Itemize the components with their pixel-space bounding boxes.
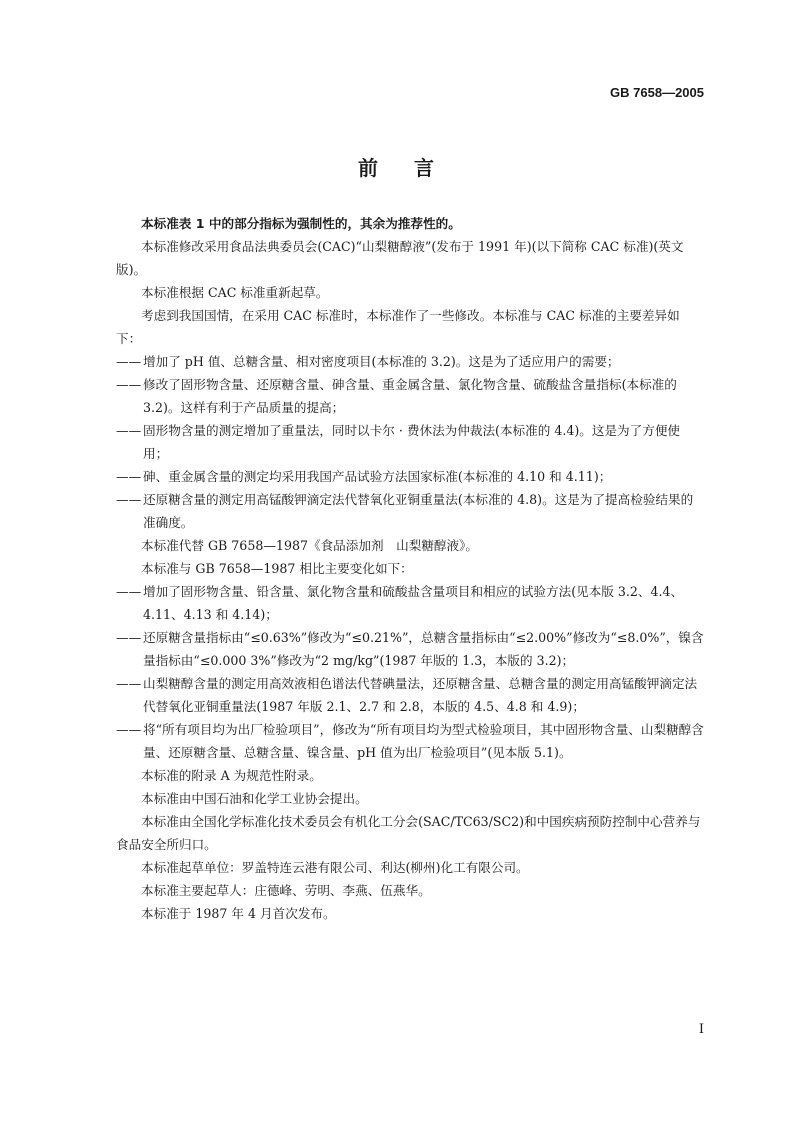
- dash-mark: ——: [116, 676, 142, 691]
- list-item: [116, 580, 704, 626]
- dash-mark: ——: [116, 469, 142, 484]
- foreword-body: [116, 212, 704, 925]
- standard-number: GB 7658—2005: [610, 85, 704, 100]
- list-item-text: 山梨糖醇含量的测定用高效液相色谱法代替碘量法，还原糖含量、总糖含量的测定用高锰酸钾滴定法代替氧化亚铜重量法(1987 年版 2.1、2.7 和 2.8，本版的 4.5、4.8 和 4.9)；: [143, 676, 698, 714]
- list-item-text: 增加了固形物含量、铅含量、氯化物含量和硫酸盐含量项目和相应的试验方法(见本版 3.2、4.4、4.11、4.13 和 4.14)；: [143, 584, 684, 622]
- dash-mark: ——: [116, 377, 142, 392]
- list-item-text: 砷、重金属含量的测定均采用我国产品试验方法国家标准(本标准的 4.10 和 4.11)；: [143, 469, 612, 484]
- changes-intro: 本标准与 GB 7658—1987 相比主要变化如下：: [141, 561, 413, 576]
- dash-mark: ——: [116, 354, 142, 369]
- list-item: [116, 488, 704, 534]
- page-number: I: [698, 1022, 704, 1037]
- first-publication: 本标准于 1987 年 4 月首次发布。: [141, 906, 336, 921]
- list-item-text: 固形物含量的测定增加了重量法，同时以卡尔 · 费休法为仲裁法(本标准的 4.4)。这是为了方便使用；: [143, 423, 681, 461]
- dash-mark: ——: [116, 630, 142, 645]
- list-item: [116, 465, 704, 488]
- redraft-statement: 本标准根据 CAC 标准重新起草。: [141, 285, 329, 300]
- differences-list: [116, 350, 704, 534]
- list-item: [116, 373, 704, 419]
- list-item-text: 将“所有项目均为出厂检验项目”，修改为“所有项目均为型式检验项目，其中固形物含量、山梨糖醇含量、还原糖含量、总糖含量、镍含量、pH 值为出厂检验项目”(见本版 5.1)。: [143, 722, 704, 760]
- list-item: [116, 419, 704, 465]
- mandatory-statement: 本标准表 1 中的部分指标为强制性的，其余为推荐性的。: [141, 216, 461, 231]
- proposer-statement: 本标准由中国石油和化学工业协会提出。: [141, 791, 368, 806]
- dash-mark: ——: [116, 584, 142, 599]
- title-char-1: 前: [358, 156, 380, 180]
- list-item: [116, 350, 704, 373]
- differences-intro: 考虑到我国国情，在采用 CAC 标准时，本标准作了一些修改。本标准与 CAC 标准的主要差异如下：: [116, 308, 680, 346]
- list-item-text: 还原糖含量的测定用高锰酸钾滴定法代替氧化亚铜重量法(本标准的 4.8)。这是为了提高检验结果的准确度。: [143, 492, 694, 530]
- page-title: [0, 152, 794, 181]
- list-item-text: 修改了固形物含量、还原糖含量、砷含量、重金属含量、氯化物含量、硫酸盐含量指标(本标准的 3.2)。这样有利于产品质量的提高；: [143, 377, 677, 415]
- dash-mark: ——: [116, 492, 142, 507]
- changes-list: [116, 580, 704, 764]
- list-item: [116, 672, 704, 718]
- dash-mark: ——: [116, 722, 142, 737]
- committee-statement: 本标准由全国化学标准化技术委员会有机化工分会(SAC/TC63/SC2)和中国疾病预防控制中心营养与食品安全所归口。: [116, 814, 701, 852]
- dash-mark: ——: [116, 423, 142, 438]
- title-char-2: 言: [414, 156, 436, 180]
- annex-statement: 本标准的附录 A 为规范性附录。: [141, 768, 322, 783]
- list-item: [116, 718, 704, 764]
- list-item-text: 还原糖含量指标由“≤0.63%”修改为“≤0.21%”，总糖含量指标由“≤2.00%”修改为“≤8.0%”，镍含量指标由“≤0.000 3%”修改为“2 mg/kg”(1987 年版的 1.3，本版的 3.2)；: [143, 630, 704, 668]
- drafters: 本标准主要起草人：庄德峰、劳明、李燕、伍燕华。: [141, 883, 431, 898]
- adoption-statement: 本标准修改采用食品法典委员会(CAC)“山梨糖醇液”(发布于 1991 年)(以下简称 CAC 标准)(英文版)。: [116, 239, 684, 277]
- list-item-text: 增加了 pH 值、总糖含量、相对密度项目(本标准的 3.2)。这是为了适应用户的需要；: [143, 354, 620, 369]
- list-item: [116, 626, 704, 672]
- drafting-units: 本标准起草单位：罗盖特连云港有限公司、利达(柳州)化工有限公司。: [141, 860, 529, 875]
- replace-statement: 本标准代替 GB 7658—1987《食品添加剂 山梨糖醇液》。: [141, 538, 478, 553]
